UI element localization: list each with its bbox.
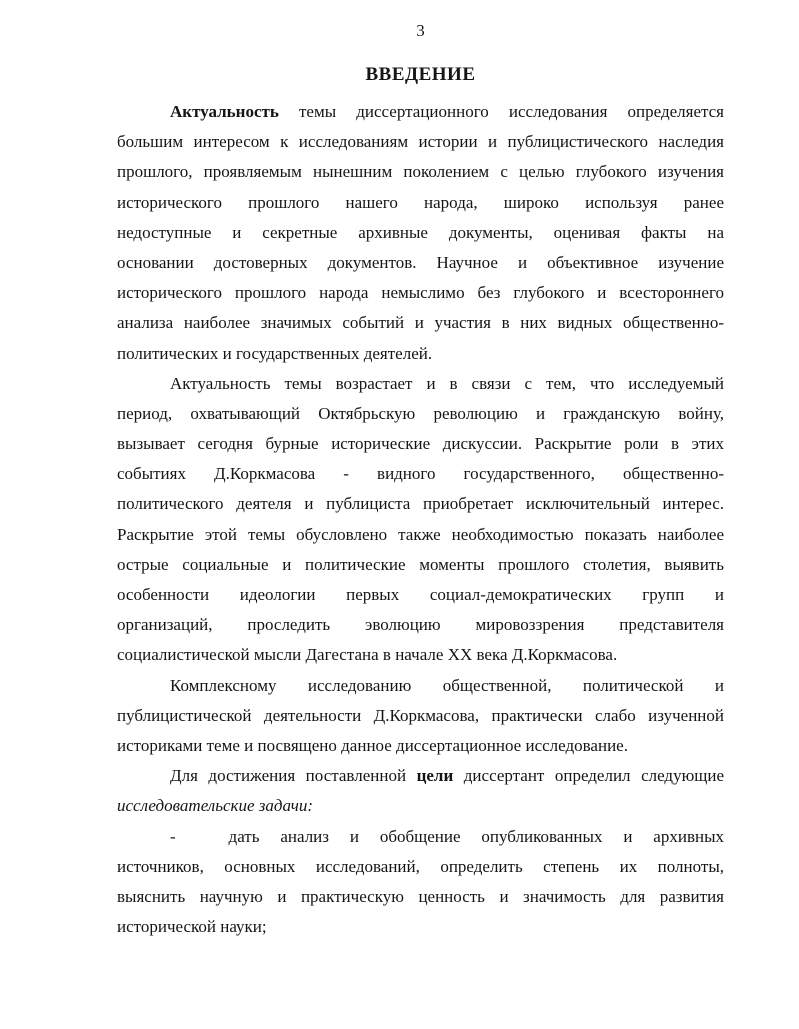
text-segment: Актуальность темы возрастает и в связи с тем, что исследуемый	[170, 373, 724, 393]
document-body	[117, 97, 724, 942]
text-segment: исторического прошлого нашего народа, широко используя ранее	[117, 192, 724, 212]
text-segment: организаций, проследить эволюцию мировоззрения представителя	[117, 615, 724, 635]
text-segment: анализа наиболее значимых событий и участия в них видных общественно-	[117, 313, 724, 333]
section-heading: ВВЕДЕНИЕ	[365, 64, 476, 85]
text-line	[117, 580, 724, 610]
text-segment: Для достижения поставленной	[170, 766, 417, 786]
text-line	[117, 399, 724, 429]
text-line	[117, 671, 724, 701]
text-segment: исторического прошлого народа немыслимо без глубокого и всестороннего	[117, 283, 724, 303]
paragraph	[117, 369, 724, 671]
text-segment: исследовательские задачи:	[117, 796, 314, 816]
text-line	[117, 731, 724, 761]
text-line	[117, 157, 724, 187]
text-line	[117, 248, 724, 278]
text-segment: социалистической мысли Дагестана в начале XX века Д.Коркмасова.	[117, 645, 618, 665]
text-line	[117, 127, 724, 157]
text-segment: политического деятеля и публициста приобретает исключительный интерес.	[117, 494, 724, 514]
text-segment: большим интересом к исследованиям истории и публицистического наследия	[117, 132, 724, 152]
text-segment: -	[170, 826, 176, 846]
text-line	[117, 882, 724, 912]
text-line	[117, 912, 724, 942]
text-segment: темы диссертационного исследования определяется	[278, 102, 724, 121]
text-segment: особенности идеологии первых социал-демократических групп и	[117, 585, 724, 604]
text-segment: недоступные и секретные архивные документы, оценивая факты на	[117, 222, 724, 242]
text-segment: событиях Д.Коркмасова - видного государственного, общественно-	[117, 464, 724, 484]
text-segment: цели	[416, 766, 454, 786]
text-line	[117, 520, 724, 550]
text-line	[117, 761, 724, 791]
text-segment: основании достоверных документов. Научное и объективное изучение	[117, 252, 724, 272]
text-line	[117, 701, 724, 731]
text-segment: Актуальность	[170, 102, 279, 121]
text-segment: источников, основных исследований, определить степень их полноты,	[117, 856, 724, 876]
text-segment: историками теме и посвящено данное диссертационное исследование.	[117, 735, 628, 755]
paragraph	[117, 822, 724, 943]
paragraph	[117, 671, 724, 762]
text-line	[117, 852, 724, 882]
text-line	[117, 550, 724, 580]
text-segment: политических и государственных деятелей.	[117, 343, 433, 363]
text-line	[117, 489, 724, 519]
text-line	[117, 610, 724, 640]
text-segment: диссертант определил следующие	[453, 766, 724, 786]
text-segment: прошлого, проявляемым нынешним поколением с целью глубокого изучения	[117, 162, 724, 182]
text-line	[117, 97, 724, 127]
text-line	[117, 369, 724, 399]
text-segment: исторической науки;	[117, 917, 267, 937]
text-line	[117, 218, 724, 248]
text-line	[117, 278, 724, 308]
text-line	[117, 791, 724, 821]
text-segment: публицистической деятельности Д.Коркмасова, практически слабо изученной	[117, 705, 724, 725]
text-segment: Комплексному исследованию общественной, политической и	[170, 675, 724, 695]
text-segment: выяснить научную и практическую ценность и значимость для развития	[117, 886, 724, 906]
text-segment: дать анализ и обобщение опубликованных и архивных	[207, 826, 724, 846]
text-line	[117, 429, 724, 459]
paragraph	[117, 761, 724, 821]
text-line	[117, 188, 724, 218]
paragraph	[117, 97, 724, 369]
text-segment: период, охватывающий Октябрьскую революцию и гражданскую войну,	[117, 403, 724, 423]
text-line	[117, 308, 724, 338]
text-line	[117, 339, 724, 369]
page-number: 3	[416, 21, 425, 40]
text-segment: острые социальные и политические моменты прошлого столетия, выявить	[117, 554, 724, 574]
text-line	[117, 459, 724, 489]
text-line	[117, 640, 724, 670]
text-line	[117, 822, 724, 852]
text-segment: Раскрытие этой темы обусловлено также необходимостью показать наиболее	[117, 524, 724, 544]
text-segment: вызывает сегодня бурные исторические дискуссии. Раскрытие роли в этих	[117, 434, 724, 454]
